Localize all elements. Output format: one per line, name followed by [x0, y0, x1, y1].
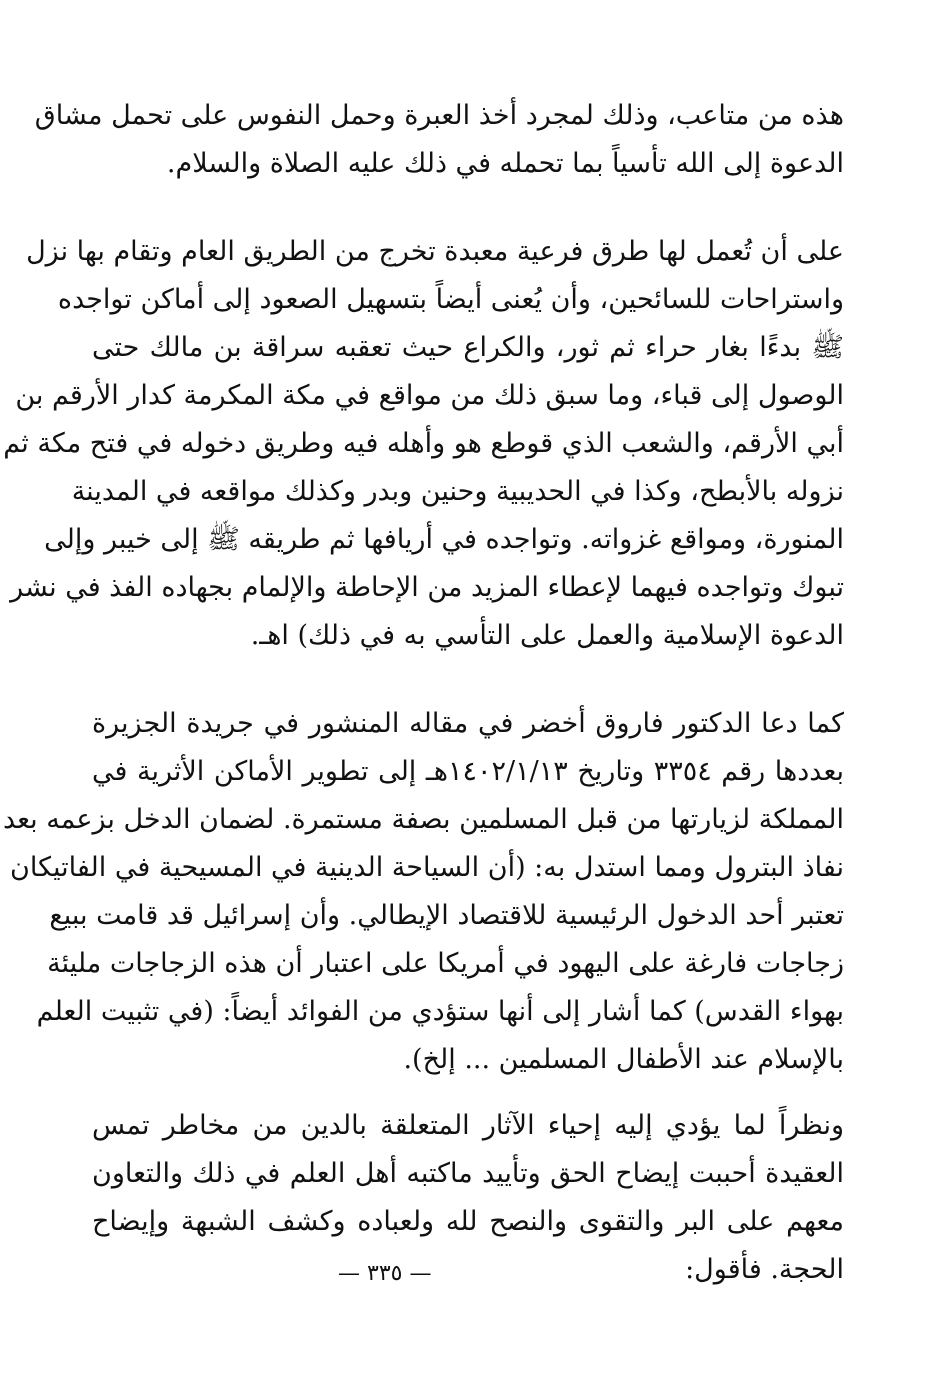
text-line: على أن تُعمل لها طرق فرعية معبدة تخرج من الطريق العام وتقام بها نزل — [26, 236, 844, 267]
paragraph-1 — [34, 92, 844, 188]
text-line: نزوله بالأبطح، وكذا في الحديبية وحنين وبدر وكذلك مواقعه في المدينة — [71, 476, 844, 507]
closing-row — [92, 1246, 844, 1294]
text-line: هذه من متاعب، وذلك لمجرد أخذ العبرة وحمل النفوس على تحمل مشاق — [34, 100, 844, 131]
text-line: الوصول إلى قباء، وما سبق ذلك من مواقع في مكة المكرمة كدار الأرقم بن — [15, 380, 844, 411]
text-line: أبي الأرقم، والشعب الذي قوطع هو وأهله فيه وطريق دخوله في فتح مكة ثم — [3, 428, 844, 459]
text-line: تبوك وتواجده فيهما لإعطاء المزيد من الإحاطة والإلمام بجهاده الفذ في نشر — [10, 572, 844, 603]
text-line: بالإسلام عند الأطفال المسلمين ... إلخ). — [403, 1044, 844, 1075]
paragraph-spacer — [92, 660, 844, 700]
text-line: زجاجات فارغة على اليهود في أمريكا على اعتبار أن هذه الزجاجات مليئة — [47, 948, 844, 979]
paragraph-2 — [3, 228, 844, 660]
text-line: المنورة، ومواقع غزواته. وتواجده في أريافها ثم طريقه ﷺ إلى خيبر وإلى — [44, 524, 844, 555]
text-line: بهواء القدس) كما أشار إلى أنها ستؤدي من الفوائد أيضاً: (في تثبيت العلم — [36, 996, 844, 1027]
text-line: معهم على البر والتقوى والنصح لله ولعباده وكشف الشبهة وإيضاح — [92, 1206, 844, 1237]
text-line: الدعوة الإسلامية والعمل على التأسي به في ذلك) اهـ. — [250, 620, 844, 651]
text-line: ﷺ بدءًا بغار حراء ثم ثور، والكراع حيث تعقبه سراقة بن مالك حتى — [92, 332, 844, 363]
paragraph-spacer — [92, 188, 844, 228]
text-line: العقيدة أحببت إيضاح الحق وتأييد ماكتبه أهل العلم في ذلك والتعاون — [92, 1158, 844, 1189]
text-line: واستراحات للسائحين، وأن يُعنى أيضاً بتسهيل الصعود إلى أماكن تواجده — [57, 284, 844, 315]
text-line: ونظراً لما يؤدي إليه إحياء الآثار المتعلقة بالدين من مخاطر تمس — [92, 1110, 844, 1141]
text-line: المملكة لزيارتها من قبل المسلمين بصفة مستمرة. لضمان الدخل بزعمه بعد — [2, 804, 844, 835]
text-line: بعددها رقم ٣٣٥٤ وتاريخ ١٤٠٢/١/١٣هـ إلى تطوير الأماكن الأثرية في — [92, 756, 845, 787]
paragraph-spacer — [92, 1084, 844, 1102]
paragraph-4 — [92, 1102, 844, 1246]
text-line: نفاذ البترول ومما استدل به: (أن السياحة الدينية في المسيحية في الفاتيكان — [10, 852, 844, 883]
page-number: — ٣٣٥ — — [338, 1261, 432, 1286]
paragraph-3 — [2, 700, 845, 1084]
text-line: كما دعا الدكتور فاروق أخضر في مقاله المنشور في جريدة الجزيرة — [92, 708, 844, 739]
text-line: تعتبر أحد الدخول الرئيسية للاقتصاد الإيطالي. وأن إسرائيل قد قامت ببيع — [49, 900, 844, 931]
text-line: الدعوة إلى الله تأسياً بما تحمله في ذلك عليه الصلاة والسلام. — [166, 148, 844, 179]
closing-text: الحجة. فأقول: — [685, 1254, 844, 1285]
